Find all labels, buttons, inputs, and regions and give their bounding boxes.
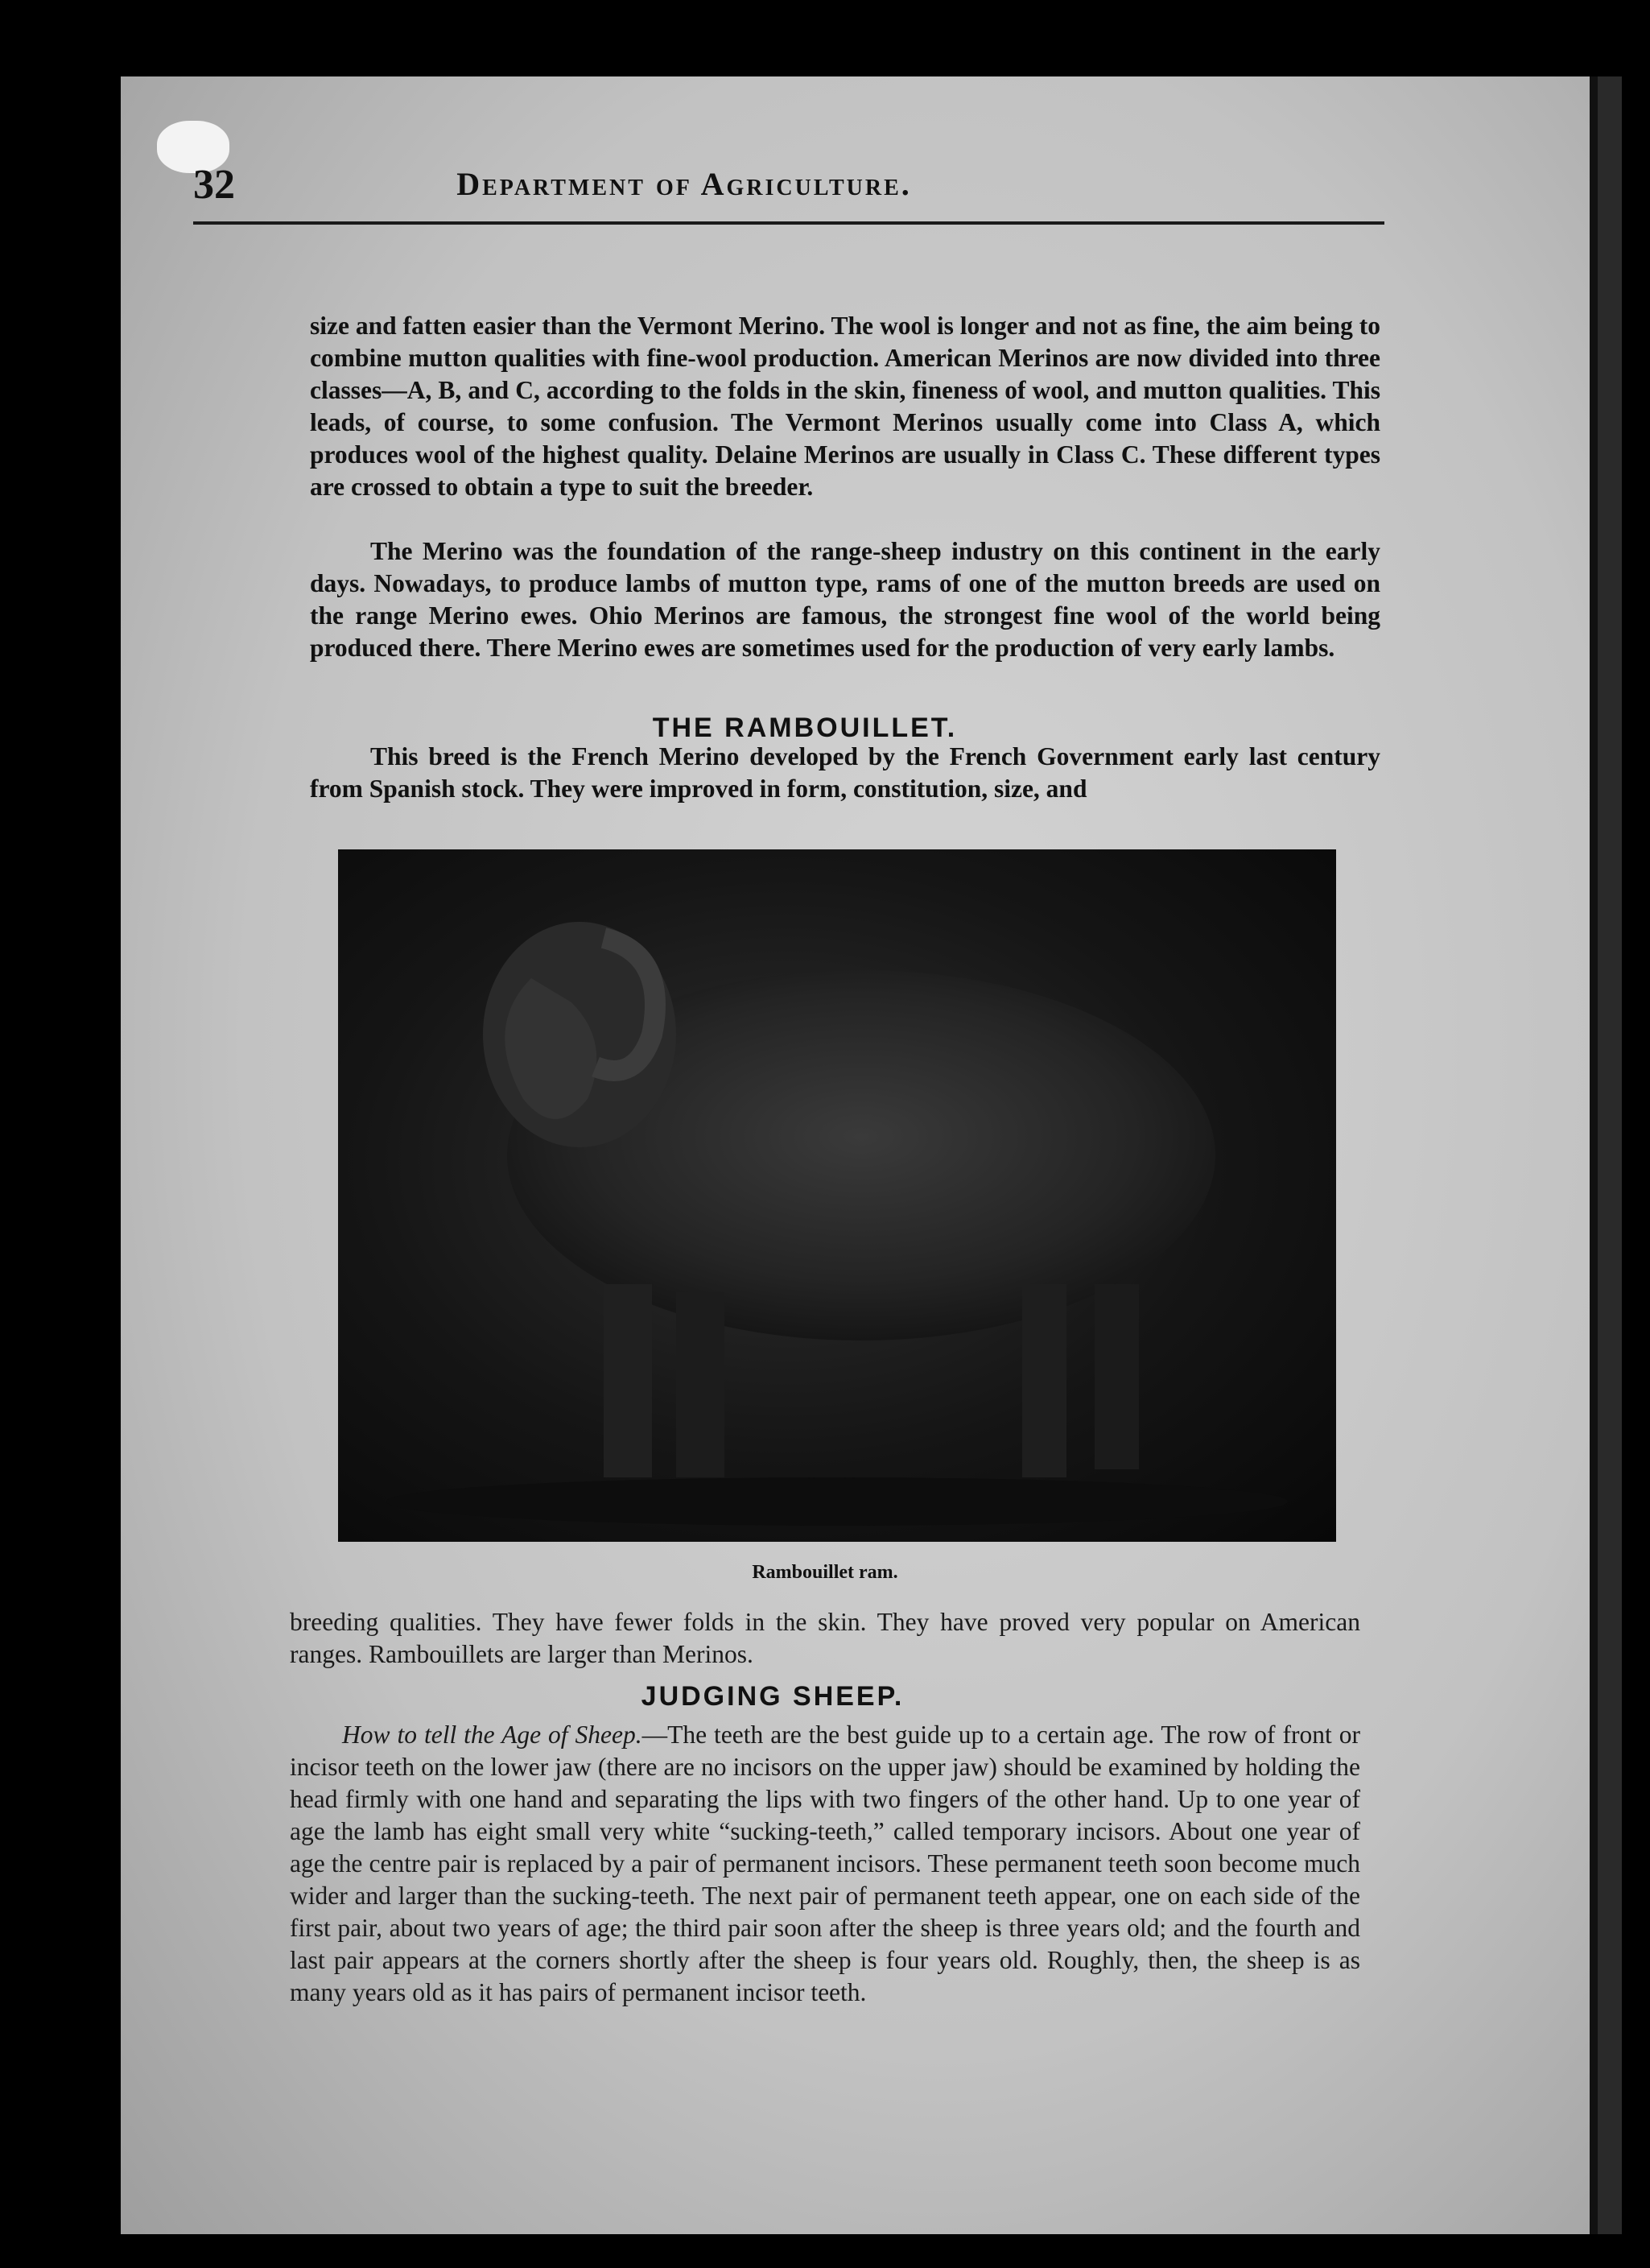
- paragraph-5-text: —The teeth are the best guide up to a certain age. The row of front or incisor teeth on the lower jaw (there are no incisors on the upper jaw) should be examined by holding the head firmly with one hand and separating the lips with two fingers of the other hand. Up to one year of age the lamb has eight small very white “sucking-teeth,” called temporary incisors. About one year of age the centre pair is replaced by a pair of permanent incisors. These permanent teeth soon become much wider and larger than the sucking-teeth. The next pair of permanent teeth appear, one on each side of the first pair, about two years of age; the third pair soon after the sheep is three years old; and the fourth and last pair appears at the corners shortly after the sheep is four years old. Roughly, then, the sheep is as many years old as it has pairs of permanent incisor teeth.: [290, 1721, 1360, 2006]
- running-title: Department of Agriculture.: [456, 166, 912, 202]
- paragraph-3: This breed is the French Merino developed by the French Government early last century from Spanish stock. They were improved in form, constitution, size, and: [310, 742, 1380, 803]
- rambouillet-ram-photo: [338, 849, 1336, 1542]
- book-spine: [1590, 76, 1598, 2234]
- next-page-edge: [1598, 76, 1622, 2234]
- paragraph-4: breeding qualities. They have fewer folds in the skin. They have proved very popular on American ranges. Rambouillets are larger than Merinos.: [290, 1608, 1360, 1668]
- heading-judging-sheep: JUDGING SHEEP.: [641, 1681, 905, 1712]
- paragraph-5: [290, 1719, 1360, 2009]
- paragraph-5-lead: How to tell the Age of Sheep.: [342, 1721, 642, 1749]
- figure-caption: Rambouillet ram.: [752, 1562, 898, 1583]
- paragraph-1: size and fatten easier than the Vermont Merino. The wool is longer and not as fine, the aim being to combine mutton qualities with fine-wool production. American Merinos are now divided into three classes—A, B, and C, according to the folds in the skin, fineness of wool, and mutton qualities. This leads, of course, to some confusion. The Vermont Merinos usually come into Class A, which produces wool of the highest quality. Delaine Merinos are usually in Class C. These different types are crossed to obtain a type to suit the breeder.: [310, 312, 1380, 501]
- header-rule: [193, 221, 1384, 225]
- heading-rambouillet: THE RAMBOUILLET.: [652, 713, 958, 743]
- ram-illustration: [338, 849, 1336, 1542]
- paragraph-2: The Merino was the foundation of the range-sheep industry on this continent in the early days. Nowadays, to produce lambs of mutton type, rams of one of the mutton breeds are used on the range Merino ewes. Ohio Merinos are famous, the strongest fine wool of the world being produced there. There Merino ewes are sometimes used for the production of very early lambs.: [310, 537, 1380, 662]
- page-number: 32: [193, 162, 235, 208]
